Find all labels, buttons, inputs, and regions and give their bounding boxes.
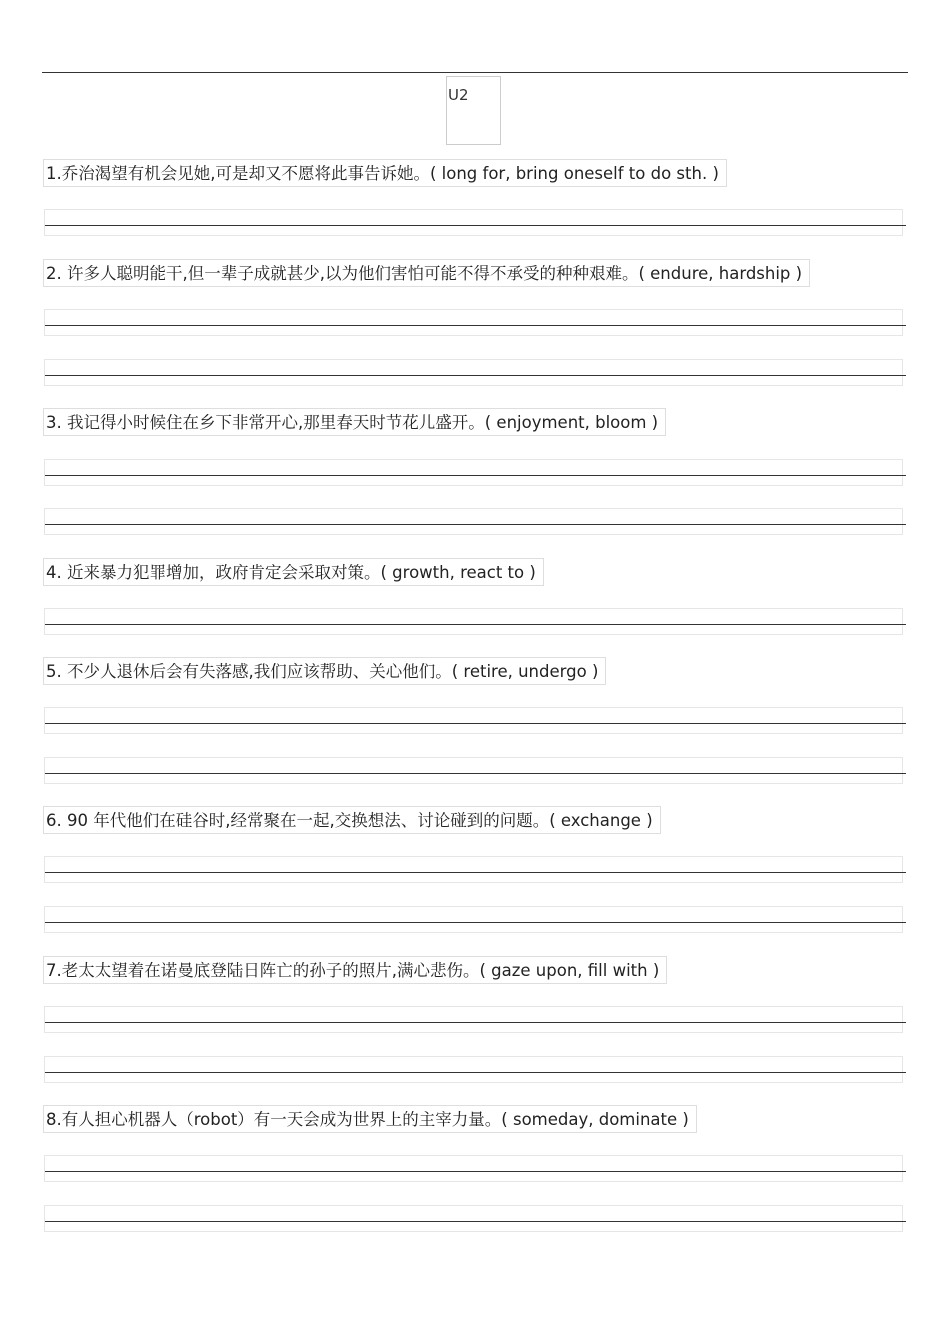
question-3-prompt: 3. 我记得小时候住在乡下非常开心,那里春天时节花儿盛开。( enjoyment, bloom ) bbox=[43, 408, 666, 436]
question-4-answer-line-1[interactable] bbox=[44, 608, 903, 635]
question-2-prompt: 2. 许多人聪明能干,但一辈子成就甚少,以为他们害怕可能不得不承受的种种艰难。( endure, hardship ) bbox=[43, 259, 810, 287]
question-7-answer-line-1[interactable] bbox=[44, 1006, 903, 1033]
question-1-prompt: 1.乔治渴望有机会见她,可是却又不愿将此事告诉她。( long for, bring oneself to do sth. ) bbox=[43, 159, 727, 187]
question-5-prompt: 5. 不少人退休后会有失落感,我们应该帮助、关心他们。( retire, undergo ) bbox=[43, 657, 606, 685]
unit-label: U2 bbox=[446, 76, 501, 145]
question-7-answer-line-2[interactable] bbox=[44, 1056, 903, 1083]
question-3-answer-line-2[interactable] bbox=[44, 508, 903, 535]
question-5-answer-line-1[interactable] bbox=[44, 707, 903, 734]
question-3-answer-line-1[interactable] bbox=[44, 459, 903, 486]
question-8-answer-line-1[interactable] bbox=[44, 1155, 903, 1182]
question-6-answer-line-2[interactable] bbox=[44, 906, 903, 933]
question-2-answer-line-1[interactable] bbox=[44, 309, 903, 336]
question-1-answer-line-1[interactable] bbox=[44, 209, 903, 236]
question-4-prompt: 4. 近来暴力犯罪增加，政府肯定会采取对策。( growth, react to ) bbox=[43, 558, 544, 586]
top-rule bbox=[42, 72, 908, 73]
question-2-answer-line-2[interactable] bbox=[44, 359, 903, 386]
question-8-answer-line-2[interactable] bbox=[44, 1205, 903, 1232]
question-5-answer-line-2[interactable] bbox=[44, 757, 903, 784]
question-6-answer-line-1[interactable] bbox=[44, 856, 903, 883]
question-7-prompt: 7.老太太望着在诺曼底登陆日阵亡的孙子的照片,满心悲伤。( gaze upon, fill with ) bbox=[43, 956, 667, 984]
question-8-prompt: 8.有人担心机器人（robot）有一天会成为世界上的主宰力量。( someday, dominate ) bbox=[43, 1105, 697, 1133]
question-6-prompt: 6. 90 年代他们在硅谷时,经常聚在一起,交换想法、讨论碰到的问题。( exchange ) bbox=[43, 806, 661, 834]
